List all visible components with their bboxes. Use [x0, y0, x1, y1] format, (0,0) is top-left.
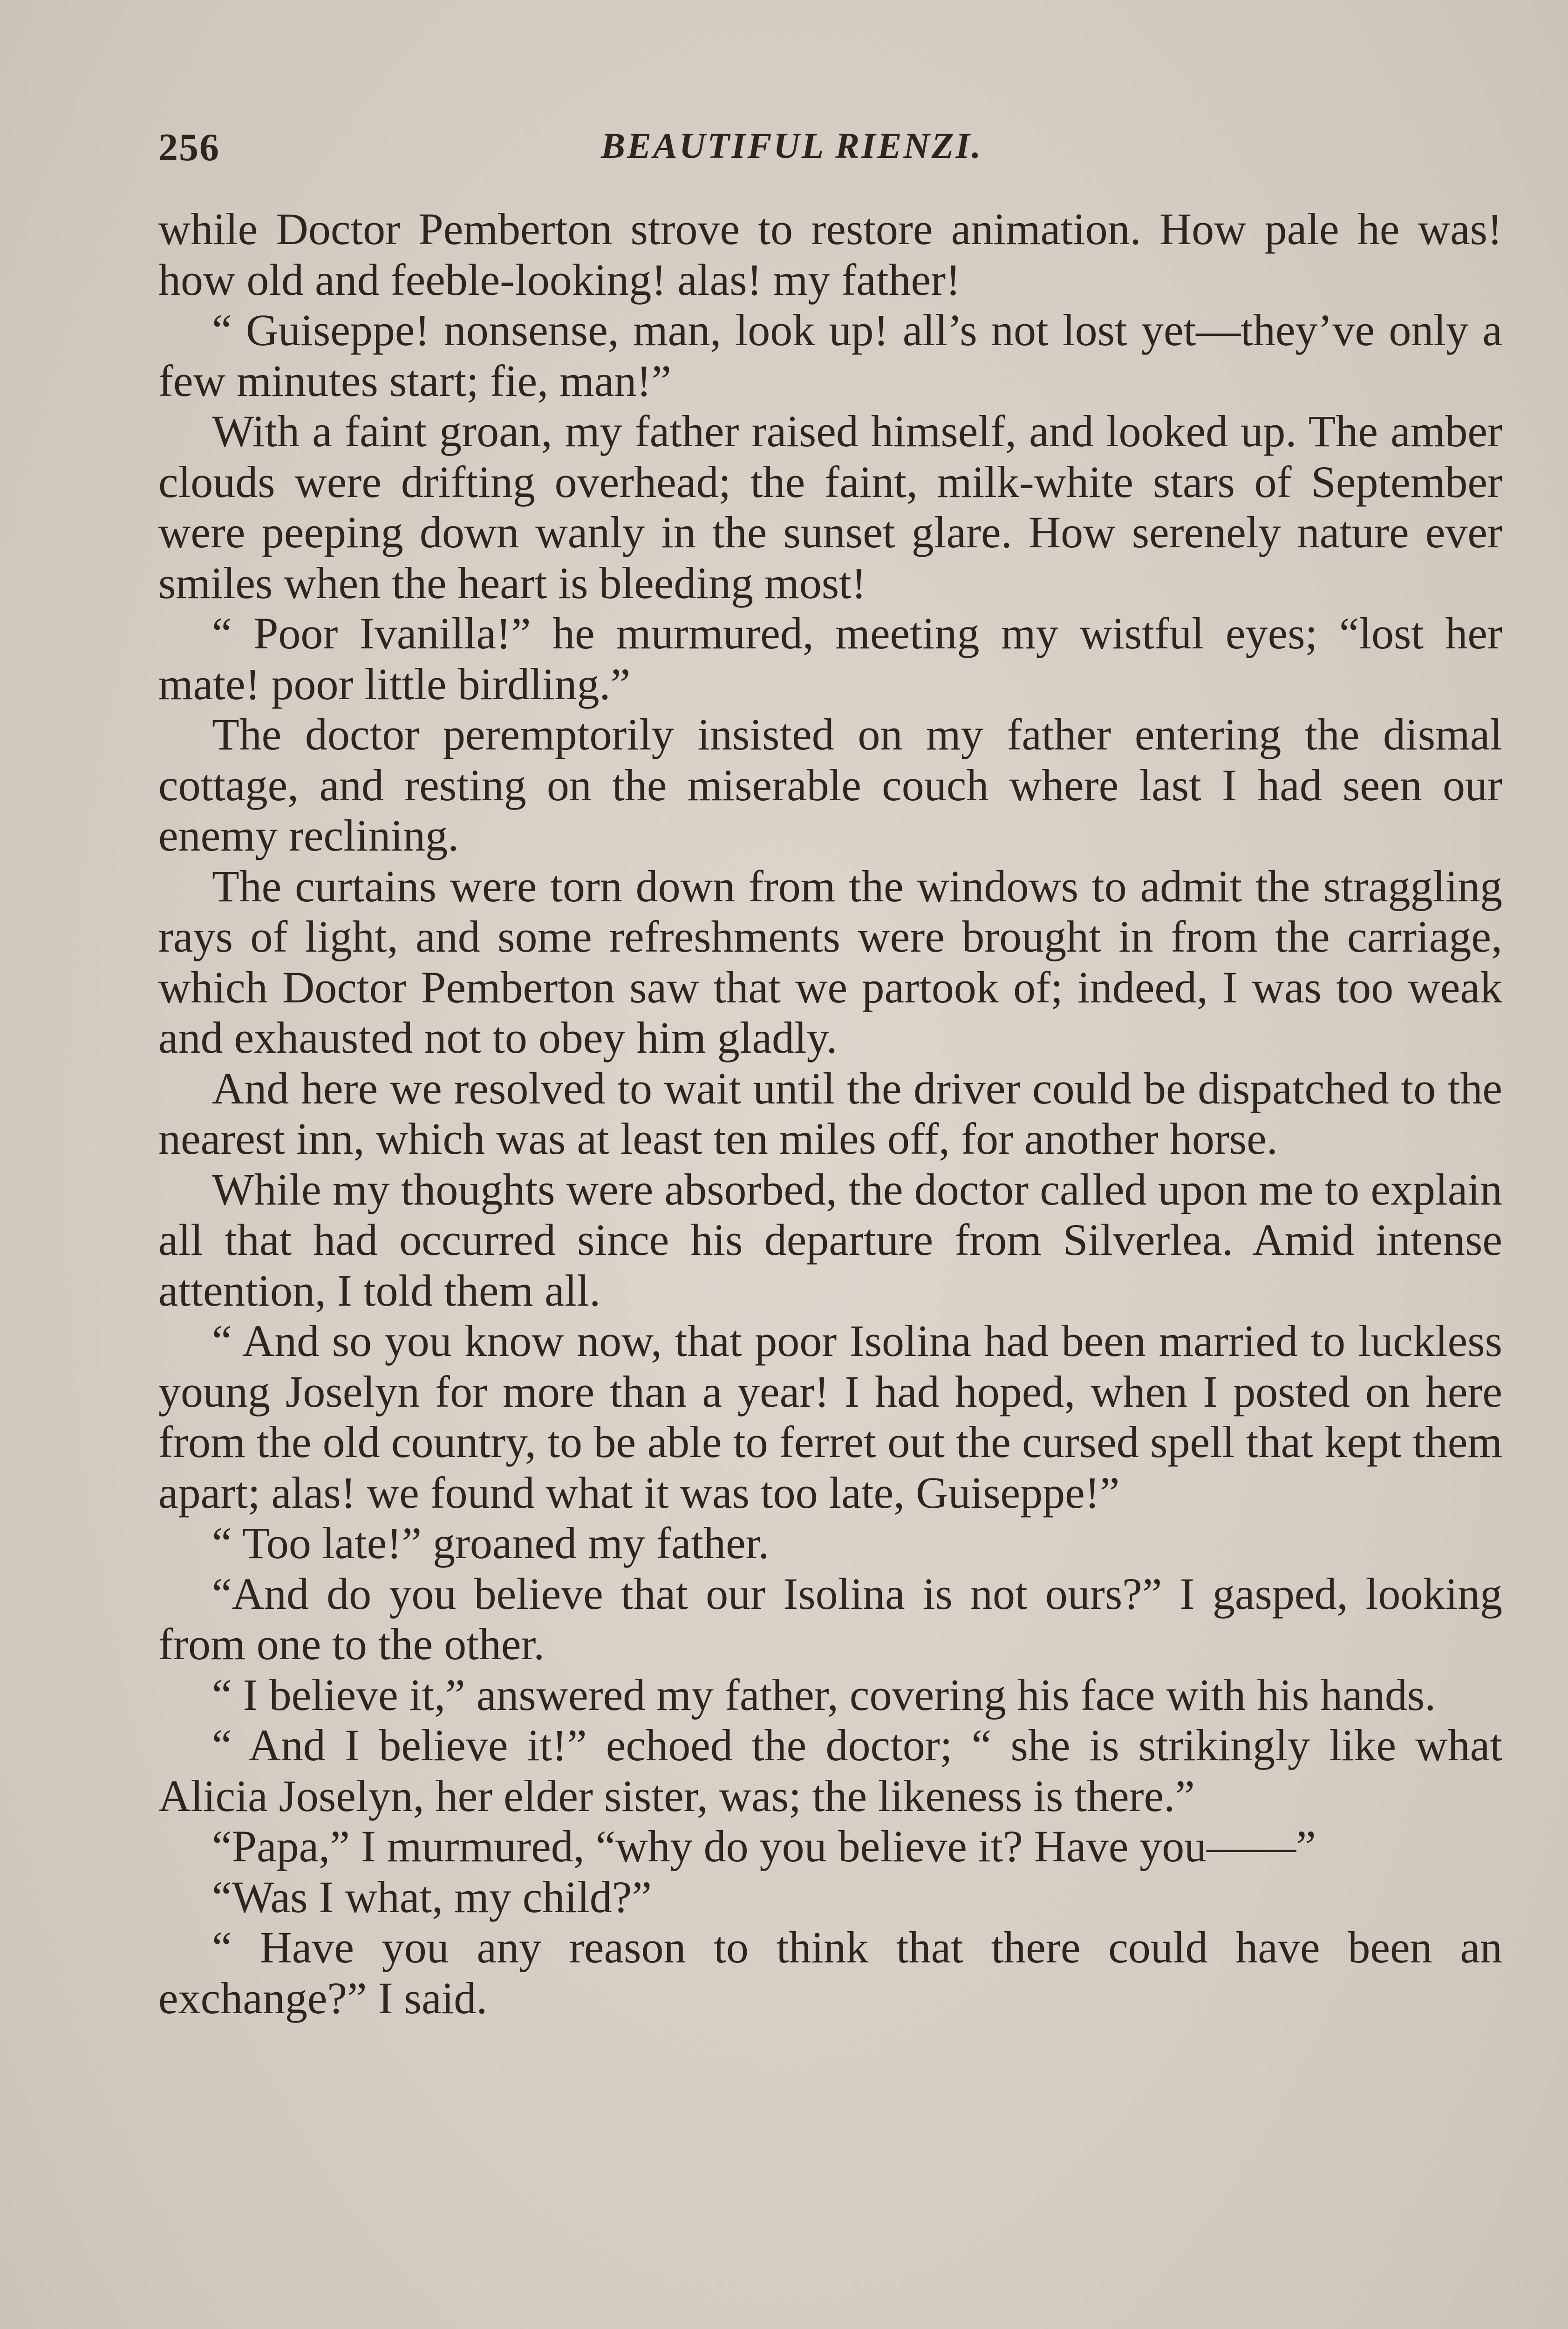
paragraph: And here we resolved to wait until the driver could be dispatched to the nearest inn, which was at least ten miles off, for another horse. [158, 1063, 1502, 1164]
paragraph: The doctor peremptorily insisted on my father entering the dismal cottage, and resting on the miserable couch where last I had seen our enemy reclining. [158, 709, 1502, 860]
paragraph: “ Guiseppe! nonsense, man, look up! all’s not lost yet—they’ve only a few minutes start; fie, man!” [158, 305, 1502, 406]
page-number: 256 [158, 126, 220, 169]
body-text [158, 204, 1502, 2023]
paragraph: “ And so you know now, that poor Isolina had been married to luckless young Joselyn for more than a year! I had hoped, when I posted on here from the old country, to be able to ferret out the cursed spell that kept them apart; alas! we found what it was too late, Guiseppe!” [158, 1316, 1502, 1518]
paragraph: While my thoughts were absorbed, the doctor called upon me to explain all that had occurred since his departure from Silverlea. Amid intense attention, I told them all. [158, 1164, 1502, 1315]
paragraph: The curtains were torn down from the windows to admit the straggling rays of light, and some refreshments were brought in from the carriage, which Doctor Pemberton saw that we partook of; indeed, I was too weak and exhausted not to obey him gladly. [158, 861, 1502, 1062]
paragraph: “Papa,” I murmured, “why do you believe it? Have you——” [212, 1821, 1316, 1871]
paragraph: “ Have you any reason to think that there could have been an exchange?” I said. [158, 1922, 1502, 2023]
running-head: BEAUTIFUL RIENZI. [601, 125, 983, 166]
paragraph: “ I believe it,” answered my father, covering his face with his hands. [212, 1669, 1436, 1720]
paragraph: “ And I believe it!” echoed the doctor; “ she is strikingly like what Alicia Joselyn, her elder sister, was; the likeness is there.” [158, 1720, 1502, 1821]
paragraph: “ Poor Ivanilla!” he murmured, meeting my wistful eyes; “lost her mate! poor little birdling.” [158, 608, 1502, 709]
paragraph: “And do you believe that our Isolina is not ours?” I gasped, looking from one to the other. [158, 1568, 1502, 1669]
paragraph: “Was I what, my child?” [212, 1872, 652, 1922]
paragraph: “ Too late!” groaned my father. [212, 1518, 770, 1568]
paragraph: With a faint groan, my father raised himself, and looked up. The amber clouds were drifting overhead; the faint, milk-white stars of September were peeping down wanly in the sunset glare. How serenely nature ever smiles when the heart is bleeding most! [158, 406, 1502, 608]
paragraph: while Doctor Pemberton strove to restore animation. How pale he was! how old and feeble-looking! alas! my father! [158, 204, 1502, 305]
page-header [158, 125, 1509, 176]
